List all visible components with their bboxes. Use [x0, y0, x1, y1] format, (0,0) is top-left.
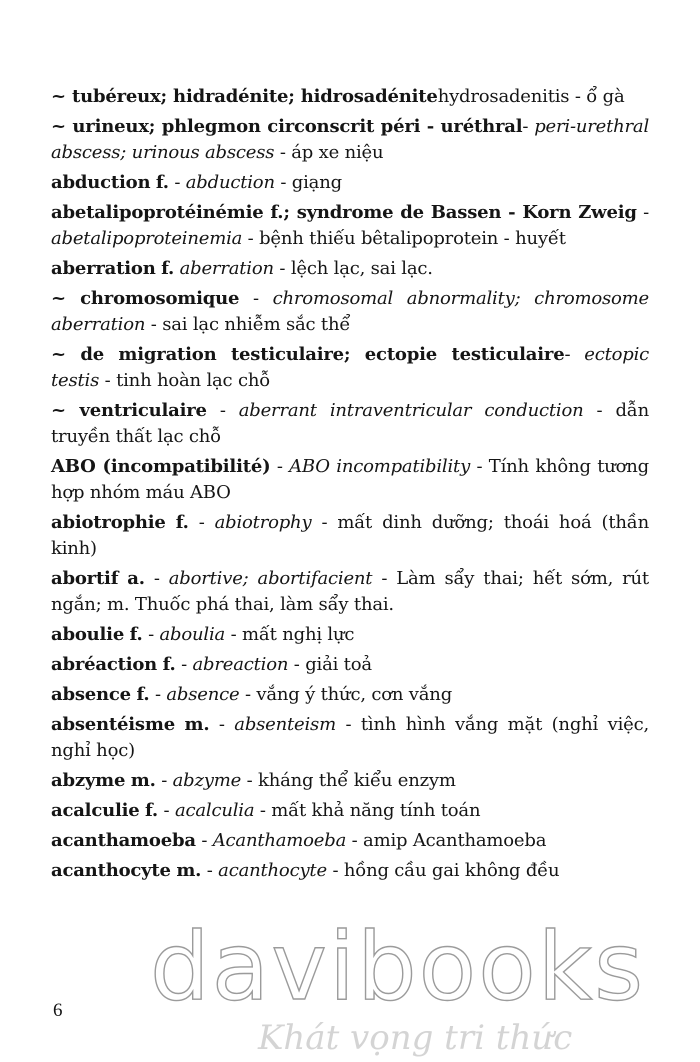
entry-grammar: f. — [162, 654, 176, 675]
entry-separator: - — [564, 344, 585, 365]
dictionary-entry — [51, 712, 649, 764]
entry-english: absence — [166, 684, 240, 705]
dictionary-entry — [51, 566, 649, 618]
entry-english: peri-urethral abscess; urinous abscess — [51, 116, 650, 163]
entry-headword: abduction — [51, 172, 151, 193]
entry-headword: aboulie — [51, 624, 125, 645]
entry-english: aboulia — [159, 624, 226, 645]
entry-vietnamese: Tính không tương hợp nhóm máu ABO — [51, 456, 649, 503]
entry-english: acalculia — [174, 800, 255, 821]
entry-separator: - — [242, 228, 260, 249]
entry-english: hydrosadenitis — [437, 86, 570, 107]
entry-headword: acanthocyte — [51, 860, 171, 881]
entry-separator: - — [158, 800, 175, 821]
entry-english: acanthocyte — [218, 860, 327, 881]
entry-grammar: f. — [145, 800, 158, 821]
entry-english: abortive; abortifacient — [168, 568, 373, 589]
entry-separator: - — [270, 456, 290, 477]
dictionary-entry — [51, 858, 649, 884]
entry-headword: ~ de migration testiculaire; ectopie testiculaire — [51, 344, 565, 365]
entry-vietnamese: giải toả — [305, 654, 372, 675]
entry-separator: - — [188, 512, 215, 533]
dictionary-entry — [51, 652, 649, 678]
entry-english: chromosomal abnormality; chromosome aberration — [51, 288, 649, 335]
entry-separator: - — [470, 456, 489, 477]
entry-separator: - — [522, 116, 535, 137]
entry-grammar: m. — [184, 714, 210, 735]
dictionary-entry — [51, 798, 649, 824]
entry-english: ABO incompatibility — [289, 456, 471, 477]
entry-english: abzyme — [172, 770, 242, 791]
dictionary-page — [51, 84, 649, 888]
entry-separator: - — [145, 314, 163, 335]
entry-headword: aberration — [51, 258, 156, 279]
entry-separator: - — [274, 172, 292, 193]
entry-english: ectopic testis — [51, 344, 650, 391]
entry-vietnamese: tình hình vắng mặt (nghỉ việc, nghỉ học) — [51, 714, 649, 761]
entry-separator: - — [175, 654, 193, 675]
entry-separator: - — [239, 684, 257, 705]
entry-headword: ABO (incompatibilité) — [51, 456, 271, 477]
entry-separator: - — [239, 288, 273, 309]
entry-grammar: f. — [129, 624, 143, 645]
entry-headword: ~ ventriculaire — [51, 400, 207, 421]
entry-vietnamese: mất khả năng tính toán — [271, 800, 481, 821]
entry-english: abreaction — [192, 654, 289, 675]
entry-separator: - — [326, 860, 344, 881]
entry-english: abduction — [185, 172, 275, 193]
entry-separator: - — [144, 568, 169, 589]
entry-separator: - — [195, 830, 213, 851]
entry-separator: - — [149, 684, 167, 705]
entry-separator: - — [99, 370, 117, 391]
entry-headword: acalculie — [51, 800, 140, 821]
entry-headword: abzyme — [51, 770, 126, 791]
entry-separator: - — [569, 86, 587, 107]
dictionary-entry — [51, 622, 649, 648]
entry-headword: abetalipoprotéinémie f.; syndrome de Bassen - Korn Zweig — [51, 202, 637, 223]
entry-separator: - — [201, 860, 219, 881]
entry-separator: - — [225, 624, 242, 645]
entry-vietnamese: Làm sẩy thai; hết sớm, rút ngắn; m. Thuốc phá thai, làm sẩy thai. — [51, 568, 649, 615]
entry-english: abiotrophy — [214, 512, 312, 533]
entry-english: Acanthamoeba — [212, 830, 347, 851]
dictionary-entry — [51, 454, 649, 506]
watermark — [150, 913, 646, 1058]
dictionary-entry — [51, 200, 649, 252]
entry-separator: - — [142, 624, 160, 645]
dictionary-entry — [51, 398, 649, 450]
entry-headword: absentéisme — [51, 714, 175, 735]
entry-vietnamese: mất dinh dưỡng; thoái hoá (thần kinh) — [51, 512, 649, 559]
watermark-brand: davibooks — [150, 913, 646, 1022]
entry-separator: - — [288, 654, 306, 675]
entry-headword: ~ chromosomique — [51, 288, 240, 309]
entry-vietnamese: amip Acanthamoeba — [363, 830, 547, 851]
entry-vietnamese: tinh hoàn lạc chỗ — [116, 370, 271, 391]
entry-vietnamese: lệch lạc, sai lạc. — [290, 258, 433, 279]
entry-separator: - — [209, 714, 235, 735]
entry-grammar: m. — [130, 770, 156, 791]
entry-headword: acanthamoeba — [51, 830, 196, 851]
entry-headword: ~ tubéreux; hidradénite; hidrosadénite — [51, 86, 438, 107]
entry-vietnamese: vắng ý thức, cơn vắng — [256, 684, 453, 705]
entry-separator: - — [206, 400, 239, 421]
entry-grammar: m. — [176, 860, 202, 881]
dictionary-entry — [51, 114, 649, 166]
entry-grammar: f. — [161, 258, 175, 279]
dictionary-entry — [51, 170, 649, 196]
dictionary-entry — [51, 256, 649, 282]
entry-vietnamese: ổ gà — [586, 86, 625, 107]
dictionary-entry — [51, 682, 649, 708]
entry-english: aberrant intraventricular conduction — [238, 400, 584, 421]
entry-separator: - — [155, 770, 173, 791]
dictionary-entry — [51, 84, 649, 110]
watermark-slogan: Khát vọng tri thức — [258, 1018, 573, 1058]
entry-separator: - — [335, 714, 361, 735]
entry-grammar: a. — [127, 568, 145, 589]
entry-english: abetalipoproteinemia — [51, 228, 243, 249]
entry-grammar: f. — [136, 684, 150, 705]
entry-separator: - — [372, 568, 397, 589]
dictionary-entry — [51, 828, 649, 854]
entry-english: absenteism — [234, 714, 336, 735]
entry-vietnamese: hồng cầu gai không đều — [343, 860, 560, 881]
entry-separator: - — [346, 830, 364, 851]
entry-separator: - — [636, 202, 649, 223]
entry-vietnamese: mất nghị lực — [241, 624, 355, 645]
entry-vietnamese: dẫn truyền thất lạc chỗ — [51, 400, 649, 447]
entry-vietnamese: giạng — [291, 172, 342, 193]
entry-separator: - — [254, 800, 272, 821]
entry-grammar: f. — [155, 172, 169, 193]
dictionary-entry — [51, 286, 649, 338]
entry-separator: - — [273, 258, 291, 279]
entry-grammar: f. — [175, 512, 189, 533]
entry-separator: - — [241, 770, 258, 791]
entry-english: aberration — [179, 258, 274, 279]
entry-separator: - — [311, 512, 338, 533]
entry-headword: abortif — [51, 568, 119, 589]
entry-headword: absence — [51, 684, 131, 705]
entry-separator: - — [583, 400, 616, 421]
entry-vietnamese: bệnh thiếu bêtalipoprotein - huyết — [259, 228, 566, 249]
entry-headword: ~ urineux; phlegmon circonscrit péri - uréthral — [51, 116, 523, 137]
dictionary-entry — [51, 342, 649, 394]
entry-headword: abiotrophie — [51, 512, 166, 533]
entry-vietnamese: sai lạc nhiễm sắc thể — [162, 314, 351, 335]
entry-separator: - — [274, 142, 292, 163]
dictionary-entry — [51, 768, 649, 794]
entry-separator: - — [168, 172, 186, 193]
dictionary-entry — [51, 510, 649, 562]
entry-vietnamese: kháng thể kiểu enzym — [258, 770, 456, 791]
page-number: 6 — [53, 1000, 63, 1021]
entry-vietnamese: áp xe niệu — [291, 142, 384, 163]
entry-headword: abréaction — [51, 654, 158, 675]
